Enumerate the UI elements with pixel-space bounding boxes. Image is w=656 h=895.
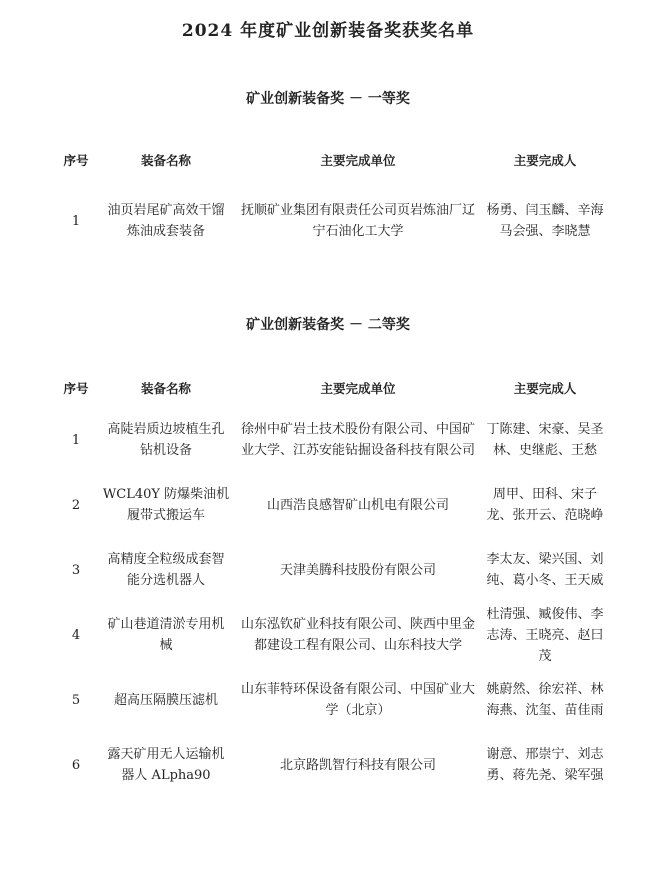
- row-unit: 抚顺矿业集团有限责任公司页岩炼油厂辽宁石油化工大学: [240, 203, 475, 239]
- row-name: 超高压隔膜压滤机: [113, 692, 218, 708]
- row-name: 露天矿用无人运输机器人 ALpha90: [107, 747, 225, 783]
- row-people: 周甲、田科、宋子龙、张开云、范晓峥: [486, 487, 604, 523]
- row-unit: 山西浩良感智矿山机电有限公司: [266, 497, 449, 513]
- row-index: 3: [71, 562, 81, 578]
- table-row: [58, 668, 618, 732]
- row-unit: 山东菲特环保设备有限公司、中国矿业大学（北京）: [240, 682, 475, 718]
- row-index: 1: [71, 432, 81, 448]
- table-header: [58, 148, 618, 172]
- table-row: [58, 473, 618, 537]
- document-title: 2024 年度矿业创新装备奖获奖名单: [181, 21, 475, 41]
- row-people: 丁陈建、宋豪、吴圣林、史继彪、王愁: [486, 422, 604, 458]
- row-people: 杨勇、闫玉麟、辛海马会强、李晓慧: [486, 203, 604, 239]
- first-prize-table: [58, 148, 618, 246]
- row-unit: 北京路凯智行科技有限公司: [279, 757, 436, 773]
- table-row: [58, 408, 618, 472]
- header-people: 主要完成人: [513, 152, 577, 168]
- table-row: [58, 733, 618, 797]
- row-index: 6: [71, 757, 81, 773]
- second-prize-table: [58, 376, 618, 797]
- row-name: 高精度全粒级成套智能分选机器人: [107, 552, 225, 588]
- header-people: 主要完成人: [513, 380, 577, 396]
- row-index: 5: [71, 692, 81, 708]
- header-name: 装备名称: [140, 380, 191, 396]
- header-unit: 主要完成单位: [320, 152, 396, 168]
- row-name: 矿山巷道清淤专用机械: [107, 617, 225, 653]
- header-name: 装备名称: [140, 152, 191, 168]
- row-name: 高陡岩质边坡植生孔钻机设备: [107, 422, 225, 458]
- table-row: [58, 603, 618, 667]
- row-unit: 山东泓钦矿业科技有限公司、陕西中里金都建设工程有限公司、山东科技大学: [240, 617, 475, 653]
- row-unit: 徐州中矿岩土技术股份有限公司、中国矿业大学、江苏安能钻掘设备科技有限公司: [240, 422, 475, 458]
- row-unit: 天津美腾科技股份有限公司: [279, 562, 436, 578]
- first-prize-heading: 矿业创新装备奖 － 一等奖: [246, 91, 410, 107]
- row-people: 谢意、邢崇宁、刘志勇、蒋先尧、梁军强: [486, 747, 604, 783]
- row-index: 2: [71, 497, 81, 513]
- row-index: 4: [71, 627, 81, 643]
- header-unit: 主要完成单位: [320, 380, 396, 396]
- row-name: WCL40Y 防爆柴油机履带式搬运车: [102, 487, 230, 523]
- table-row: [58, 196, 618, 246]
- row-people: 姚蔚然、徐宏祥、林海燕、沈玺、苗佳雨: [486, 682, 604, 718]
- table-header: [58, 376, 618, 400]
- header-index: 序号: [63, 380, 89, 396]
- row-people: 杜清强、臧俊伟、李志涛、王晓亮、赵曰茂: [486, 606, 604, 664]
- row-people: 李太友、梁兴国、刘纯、葛小冬、王天威: [486, 552, 604, 588]
- row-name: 油页岩尾矿高效干馏炼油成套装备: [107, 203, 225, 239]
- second-prize-heading: 矿业创新装备奖 － 二等奖: [246, 317, 410, 333]
- header-index: 序号: [63, 152, 89, 168]
- table-row: [58, 538, 618, 602]
- row-index: 1: [71, 213, 81, 229]
